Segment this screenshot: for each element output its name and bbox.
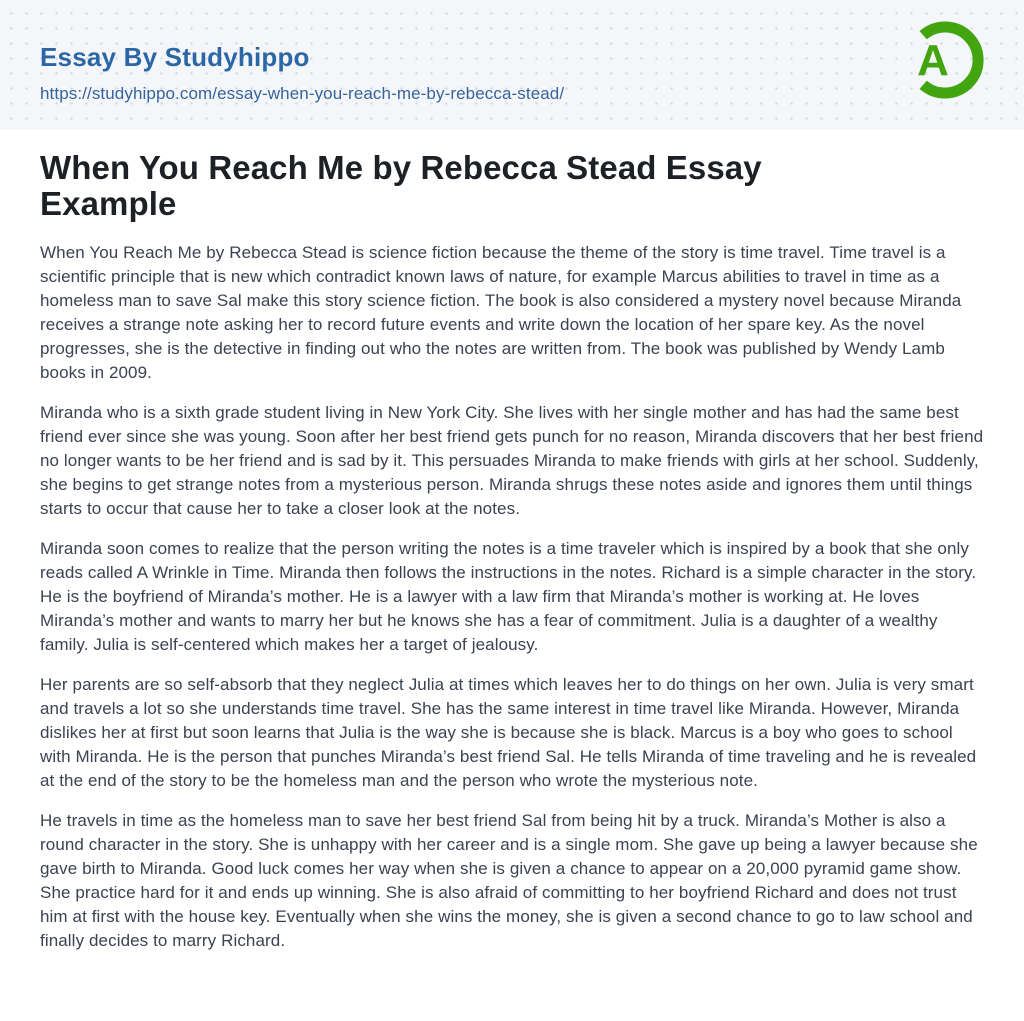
- page-header: [0, 0, 1024, 130]
- essay-title: When You Reach Me by Rebecca Stead Essay Example: [40, 149, 762, 223]
- essay-paragraph: He travels in time as the homeless man to save her best friend Sal from being hit by a truck. Miranda’s Mother is also a round character in the story. She is unhappy with her career and is a single mom. She gave up being a lawyer because she gave birth to Miranda. Good luck comes her way when she is given a chance to appear on a 20,000 pyramid game show. She practice hard for it and ends up winning. She is also afraid of committing to her boyfriend Richard and does not trust him at first with the house key. Eventually when she wins the money, she is given a second chance to go to law school and finally decides to marry Richard.: [40, 810, 978, 950]
- essay-paragraph: When You Reach Me by Rebecca Stead is science fiction because the theme of the story is time travel. Time travel is a scientific principle that is new which contradict known laws of nature, for example Marcus abilities to travel in time as a homeless man to save Sal make this story science fiction. The book is also considered a mystery novel because Miranda receives a strange note asking her to record future events and write down the location of her spare key. As the novel progresses, she is the detective in finding out who the notes are written from. The book was published by Wendy Lamb books in 2009.: [40, 242, 962, 382]
- site-title: Essay By Studyhippo: [40, 42, 310, 72]
- logo-ring-icon: [902, 18, 986, 102]
- header-text-block: [40, 0, 984, 104]
- essay-paragraph: Miranda who is a sixth grade student living in New York City. She lives with her single mother and has had the same best friend ever since she was young. Soon after her best friend gets punch for no reason, Miranda discovers that her best friend no longer wants to be her friend and is sad by it. This persuades Miranda to make friends with girls at her school. Suddenly, she begins to get strange notes from a mysterious person. Miranda shrugs these notes aside and ignores them until things starts to occur that cause her to take a closer look at the notes.: [40, 402, 984, 518]
- logo-letter: A: [917, 36, 949, 85]
- essay-paragraph: Her parents are so self-absorb that they neglect Julia at times which leaves her to do things on her own. Julia is very smart and travels a lot so she understands time travel. She has the same interest in time travel like Miranda. However, Miranda dislikes her at first but soon learns that Julia is the way she is because she is black. Marcus is a boy who goes to school with Miranda. He is the person that punches Miranda’s best friend Sal. He tells Miranda of time traveling and he is revealed at the end of the story to be the homeless man and the person who wrote the mysterious note.: [40, 674, 977, 790]
- studyhippo-logo[interactable]: [902, 18, 986, 102]
- essay-content: [0, 130, 1024, 953]
- page-url-link[interactable]: https://studyhippo.com/essay-when-you-reach-me-by-rebecca-stead/: [40, 84, 565, 103]
- essay-paragraph: Miranda soon comes to realize that the person writing the notes is a time traveler which is inspired by a book that she only reads called A Wrinkle in Time. Miranda then follows the instructions in the notes. Richard is a simple character in the story. He is the boyfriend of Miranda’s mother. He is a lawyer with a law firm that Miranda’s mother is working at. He loves Miranda’s mother and wants to marry her but he knows she has a fear of commitment. Julia is a daughter of a wealthy family. Julia is self-centered which makes her a target of jealousy.: [40, 538, 977, 654]
